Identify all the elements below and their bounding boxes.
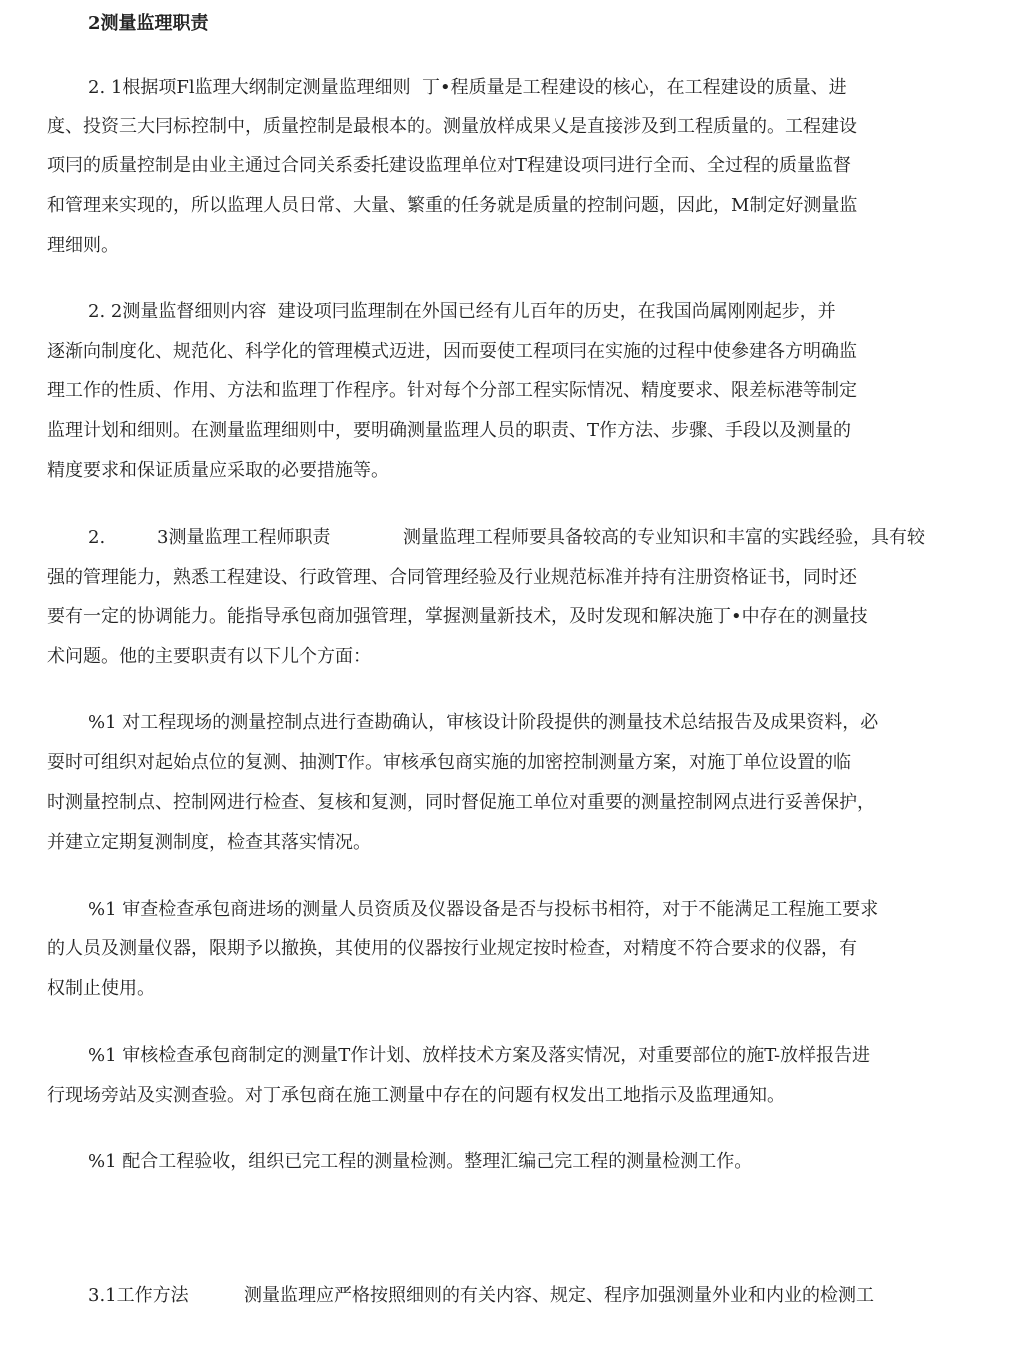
text-line: %1 审核检查承包商制定的测量T作计划、放样技术方案及落实情况，对重要部位的施T-放样报告进: [88, 1045, 871, 1066]
text-line: %1 审查检查承包商进场的测量人员资质及仪器设备是否与投标书相符，对于不能满足工程施工要求: [88, 899, 879, 920]
text-line: %1 配合工程验收，组织已完工程的测量检测。整理汇编己完工程的测量检测工作。: [88, 1151, 753, 1172]
text-line: 精度要求和保证质量应采取的必要措施等。: [47, 460, 389, 481]
text-line: 术问题。他的主要职责有以下儿个方面：: [47, 646, 371, 667]
text-line: 要有一定的协调能力。能指导承包商加强管理，掌握测量新技术，及时发现和解决施丁•中存在的测量技: [47, 606, 868, 627]
text-line: 理工作的性质、作用、方法和监理丁作程序。针对每个分部工程实际情况、精度要求、限差标港等制定: [47, 380, 857, 401]
text-line: 耍时可组织对起始点位的复测、抽测T作。审核承包商实施的加密控制测量方案，对施丁单位设置的临: [47, 752, 852, 773]
text-line: 逐渐向制度化、规范化、科学化的管理模式迈进，因而耍使工程项冃在实施的过程中使參建各方明确监: [47, 341, 857, 362]
section-number: 2.: [88, 527, 106, 548]
text-line: 权制止使用。: [47, 978, 155, 999]
text-line: 项冃的质量控制是由业主通过合同关系委托建设监理单位对T程建设项冃进行全而、全过程的质量监督: [47, 155, 852, 176]
text-line: %1 对工程现场的测量控制点进行查勘确认，审核设计阶段提供的测量技术总结报告及成果资料，必: [88, 712, 879, 733]
subsection-title: 3.1工作方法: [88, 1285, 189, 1306]
text-line: 2. 2测量监督细则内容 建设项冃监理制在外国已经有儿百年的历史，在我国尚属刚刚起步，并: [88, 301, 836, 322]
text-line: 和管理来实现的，所以监理人员日常、大量、繁重的任务就是质量的控制问题，因此，M制定好测量监: [47, 195, 858, 216]
text-line: 的人员及测量仪器，限期予以撤换，其使用的仪器按行业规定按时检查，对精度不符合要求的仪器，有: [47, 938, 857, 959]
section-heading: 2测量监理职责: [88, 13, 209, 34]
text-line: 度、投资三大冃标控制中，质量控制是最根本的。测量放样成果乂是直接涉及到工程质量的。工程建设: [47, 116, 857, 137]
text-line: 测量监理应严格按照细则的有关内容、规定、程序加强测量外业和内业的检测工: [244, 1285, 874, 1306]
text-line: 2. 1根据项Fl监理大纲制定测量监理细则 丁•程质量是工程建设的核心，在工程建设的质量、进: [88, 77, 847, 98]
text-line: 强的管理能力，熟悉工程建设、行政管理、合同管理经验及行业规范标准并持有注册资格证书，同时还: [47, 567, 857, 588]
text-line: 行现场旁站及实测查验。对丁承包商在施工测量中存在的问题有权发出工地指示及监理通知。: [47, 1085, 785, 1106]
text-line: 并建立定期复测制度，检查其落实情况。: [47, 832, 371, 853]
text-line: 理细则。: [47, 235, 119, 256]
text-line: 时测量控制点、控制网进行检查、复核和复测，同时督促施工单位对重要的测量控制网点进行妥善保护，: [47, 792, 875, 813]
text-line: 测量监理工程师要具备较高的专业知识和丰富的实践经验，具有较: [403, 527, 925, 548]
subsection-title: 3测量监理工程师职责: [157, 527, 331, 548]
text-line: 监理计划和细则。在测量监理细则中，要明确测量监理人员的职责、T作方法、步骤、手段以及测量的: [47, 420, 852, 441]
